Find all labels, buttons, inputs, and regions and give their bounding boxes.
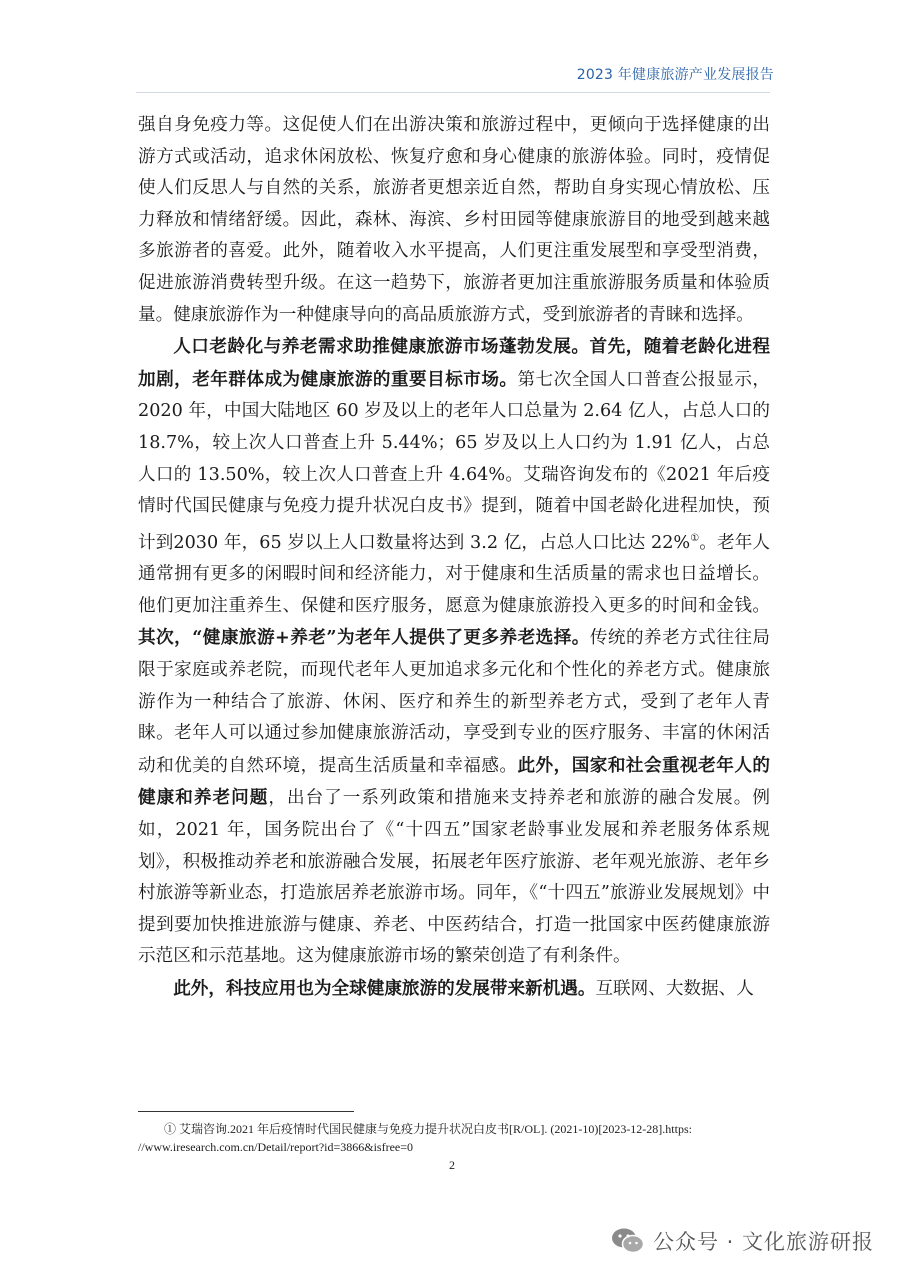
paragraph-2-bold-2: 其次，“健康旅游+养老”为老年人提供了更多养老选择。	[138, 627, 590, 649]
paragraph-2-text-3: 传统的养老方式往往局限于家庭或养老院，而现代老年人更加追求多元化和个性化的养老方式。健康旅游作为一种结合了旅游、休闲、医疗和养生的新型养老方式，受到了老年人青睐。老年人可以通过参加健康旅游活动，享受到专业的医疗服务、丰富的休闲活动和优美的自然环境，提高生活质量和幸福感。	[138, 628, 770, 776]
page-header-title: 2023 年健康旅游产业发展报告	[576, 67, 774, 83]
footnote-reference[interactable]: ①	[690, 532, 700, 544]
paragraph-2-bold-3: 此外，国家和社会重视老年人的健康和养老问题	[138, 754, 770, 809]
body-text	[138, 110, 770, 1005]
footnote	[138, 1120, 770, 1156]
watermark	[611, 1226, 874, 1256]
paragraph-2-text-4: ，出台了一系列政策和措施来支持养老和旅游的融合发展。例如，2021 年，国务院出台了《“十四五”国家老龄事业发展和养老服务体系规划》，积极推动养老和旅游融合发展，拓展老年医疗旅游、老年观光旅游、老年乡村旅游等新业态，打造旅居养老旅游市场。同年，《“十四五”旅游业发展规划》中提到要加快推进旅游与健康、养老、中医药结合，打造一批国家中医药健康旅游示范区和示范基地。这为健康旅游市场的繁荣创造了有利条件。	[138, 788, 770, 967]
page-number: 2	[449, 1158, 455, 1172]
paragraph-3-bold: 此外，科技应用也为全球健康旅游的发展带来新机遇。	[173, 977, 596, 999]
wechat-icon	[611, 1227, 645, 1255]
header-divider	[136, 92, 770, 93]
footnote-line-1: ① 艾瑞咨询.2021 年后疫情时代国民健康与免疫力提升状况白皮书[R/OL]. (2021-10)[2023-12-28].https:	[164, 1122, 692, 1136]
paragraph-3	[138, 973, 770, 1006]
watermark-text: 公众号 · 文化旅游研报	[652, 1230, 874, 1254]
paragraph-3-text: 互联网、大数据、人	[595, 978, 754, 999]
footnote-line-2[interactable]: //www.iresearch.com.cn/Detail/report?id=3866&isfree=0	[138, 1140, 413, 1154]
paragraph-1: 强自身免疫力等。这促使人们在出游决策和旅游过程中，更倾向于选择健康的出游方式或活动，追求休闲放松、恢复疗愈和身心健康的旅游体验。同时，疫情促使人们反思人与自然的关系，旅游者更想亲近自然，帮助自身实现心情放松、压力释放和情绪舒缓。因此，森林、海滨、乡村田园等健康旅游目的地受到越来越多旅游者的喜爱。此外，随着收入水平提高，人们更注重发展型和享受型消费，促进旅游消费转型升级。在这一趋势下，旅游者更加注重旅游服务质量和体验质量。健康旅游作为一种健康导向的高品质旅游方式，受到旅游者的青睐和选择。	[138, 115, 770, 325]
paragraph-2-bold-1: 人口老龄化与养老需求助推健康旅游市场蓬勃发展。首先，随着老龄化进程加剧，老年群体成为健康旅游的重要目标市场。	[138, 336, 770, 390]
paragraph-2	[138, 331, 770, 973]
paragraph-2-text-2: 。老年人通常拥有更多的闲暇时间和经济能力，对于健康和生活质量的需求也日益增长。他们更加注重养生、保健和医疗服务，愿意为健康旅游投入更多的时间和金钱。	[138, 532, 770, 616]
paragraph-2-text-1: 第七次全国人口普查公报显示，2020 年，中国大陆地区 60 岁及以上的老年人口总量为 2.64 亿人，占总人口的18.7%，较上次人口普查上升 5.44%；65 岁及以上人口约为 1.91 亿人，占总人口的 13.50%，较上次人口普查上升 4.64%。艾瑞咨询发布的《2021 年后疫情时代国民健康与免疫力提升状况白皮书》提到，随着中国老龄化进程加快，预计到2030 年，65 岁以上人口数量将达到 3.2 亿，占总人口比达 22%	[138, 369, 770, 553]
footnote-divider	[138, 1111, 354, 1112]
